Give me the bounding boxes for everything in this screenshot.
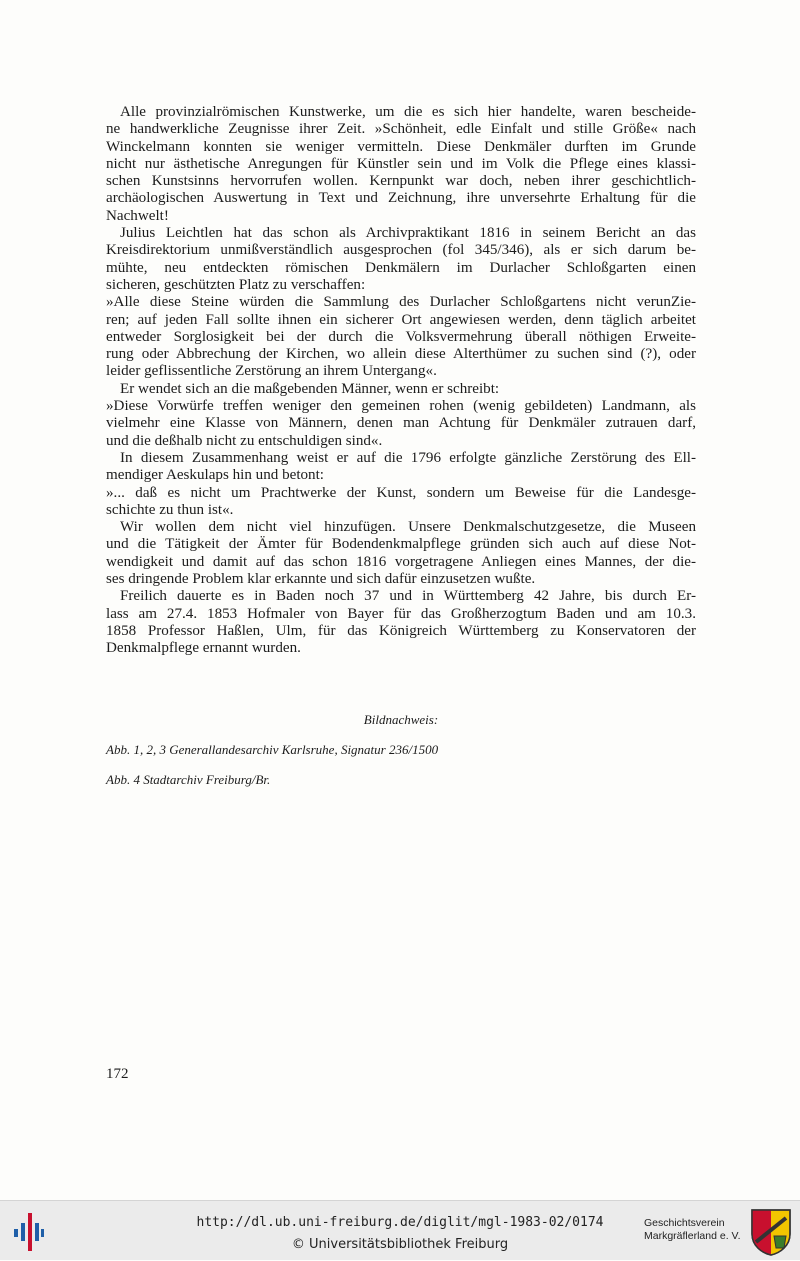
- text-line: Denkmalpflege ernannt wurden.: [106, 640, 301, 657]
- quote-3: [106, 485, 696, 520]
- text-line: und die deßhalb nicht zu entschuldigen sind«.: [106, 432, 383, 449]
- document-url-link[interactable]: http://dl.ub.uni-freiburg.de/diglit/mgl-1983-02/0174: [196, 1215, 604, 1230]
- text-line: »Diese Vorwürfe treffen weniger den gemeinen rohen (wenig gebildeten) Landmann, als: [106, 398, 696, 415]
- text-line: Er wendet sich an die maßgebenden Männer, wenn er schreibt:: [120, 380, 500, 397]
- viewer-footer: [0, 1200, 800, 1260]
- copyright-notice: © Universitätsbibliothek Freiburg: [291, 1237, 509, 1252]
- body-text: [106, 104, 696, 658]
- text-line: nicht nur ästhetische Anregungen für Künstler sein und im Volk die Pflege eines klassi-: [106, 155, 696, 172]
- text-line: »... daß es nicht um Prachtwerke der Kunst, sondern um Beweise für die Landesge-: [106, 484, 696, 501]
- paragraph-2: [106, 225, 696, 294]
- paragraph-6: [106, 588, 696, 657]
- credit-line: Abb. 1, 2, 3 Generallandesarchiv Karlsruhe, Signatur 236/1500: [106, 742, 439, 757]
- text-line: leider geflissentliche Zerstörung an ihrem Untergang«.: [106, 363, 437, 380]
- text-line: 1858 Professor Haßlen, Ulm, für das Königreich Württemberg zu Konservatoren der: [106, 622, 696, 639]
- text-line: Alle provinzialrömischen Kunstwerke, um die es sich hier handelte, waren bescheide-: [120, 104, 696, 120]
- text-line: ne handwerkliche Zeugnisse ihrer Zeit. »Schönheit, edle Einfalt und stille Größe« nach: [106, 121, 696, 138]
- text-line: Julius Leichtlen hat das schon als Archivpraktikant 1816 in seinem Bericht an das: [120, 225, 696, 242]
- paragraph-5: [106, 519, 696, 588]
- text-line: schen Kunstsinns hervorrufen wollen. Kernpunkt war doch, neben ihrer geschichtlich-: [106, 173, 696, 190]
- text-line: und die Tätigkeit der Ämter für Bodendenkmalpflege gründen sich auch auf diese Not-: [106, 536, 696, 553]
- text-line: schichte zu thun ist«.: [106, 501, 234, 518]
- text-line: archäologischen Auswertung in Text und Zeichnung, ihre unversehrte Erhaltung für die: [106, 190, 696, 207]
- text-line: vielmehr eine Klasse von Männern, denen man Achtung für Denkmäler zutrauen darf,: [106, 415, 696, 432]
- paragraph-3: [106, 381, 696, 398]
- text-line: Wir wollen dem nicht viel hinzufügen. Unsere Denkmalschutzgesetze, die Museen: [120, 519, 696, 536]
- page-number: 172: [106, 1066, 129, 1082]
- coat-of-arms-icon: [750, 1208, 792, 1256]
- paragraph-1: [106, 104, 696, 225]
- text-line: In diesem Zusammenhang weist er auf die 1796 erfolgte gänzliche Zerstörung des Ell-: [120, 449, 696, 466]
- paragraph-4: [106, 450, 696, 485]
- credit-line: Abb. 4 Stadtarchiv Freiburg/Br.: [106, 772, 271, 787]
- text-line: lass am 27.4. 1853 Hofmaler von Bayer für das Großherzogtum Baden und am 10.3.: [106, 605, 696, 622]
- quote-1: [106, 294, 696, 380]
- society-name-line: Markgräflerland e. V.: [644, 1230, 741, 1242]
- quote-2: [106, 398, 696, 450]
- text-line: Nachwelt!: [106, 207, 169, 224]
- text-line: sicheren, geschützten Platz zu verschaffen:: [106, 276, 366, 293]
- society-name-line: Geschichtsverein: [644, 1217, 725, 1229]
- society-name: [644, 1217, 741, 1243]
- text-line: Freilich dauerte es in Baden noch 37 und in Württemberg 42 Jahre, bis durch Er-: [120, 588, 696, 605]
- text-line: mendiger Aeskulaps hin und betont:: [106, 467, 324, 484]
- text-line: ren; auf jeden Fall sollte ihnen ein sicherer Ort angewiesen werden, denn täglich arbeitet: [106, 311, 696, 328]
- text-line: rung oder Abbrechung der Kirchen, wo allein diese Alterthümer zu suchen sind (?), oder: [106, 346, 696, 363]
- text-line: ses dringende Problem klar erkannte und sich dafür einzusetzen wußte.: [106, 571, 536, 588]
- text-line: entweder Sorglosigkeit bei der durch die Volksvermehrung überall nöthigen Erweite-: [106, 328, 696, 345]
- text-line: Winckelmann konnten sie weniger vermitteln. Diese Denkmäler durften im Grunde: [106, 138, 696, 155]
- ub-freiburg-logo-icon[interactable]: [14, 1213, 44, 1251]
- credits-heading: Bildnachweis:: [363, 712, 439, 727]
- text-line: Kreisdirektorium unmißverständlich ausgesprochen (fol 345/346), als er sich darum be-: [106, 242, 696, 259]
- text-line: »Alle diese Steine würden die Sammlung des Durlacher Schloßgartens nicht verunZie-: [106, 294, 696, 311]
- text-line: wendigkeit und damit auf das schon 1816 vorgetragene Anliegen eines Mannes, der die-: [106, 553, 696, 570]
- text-line: mühte, neu entdeckten römischen Denkmälern im Durlacher Schloßgarten einen: [106, 259, 696, 276]
